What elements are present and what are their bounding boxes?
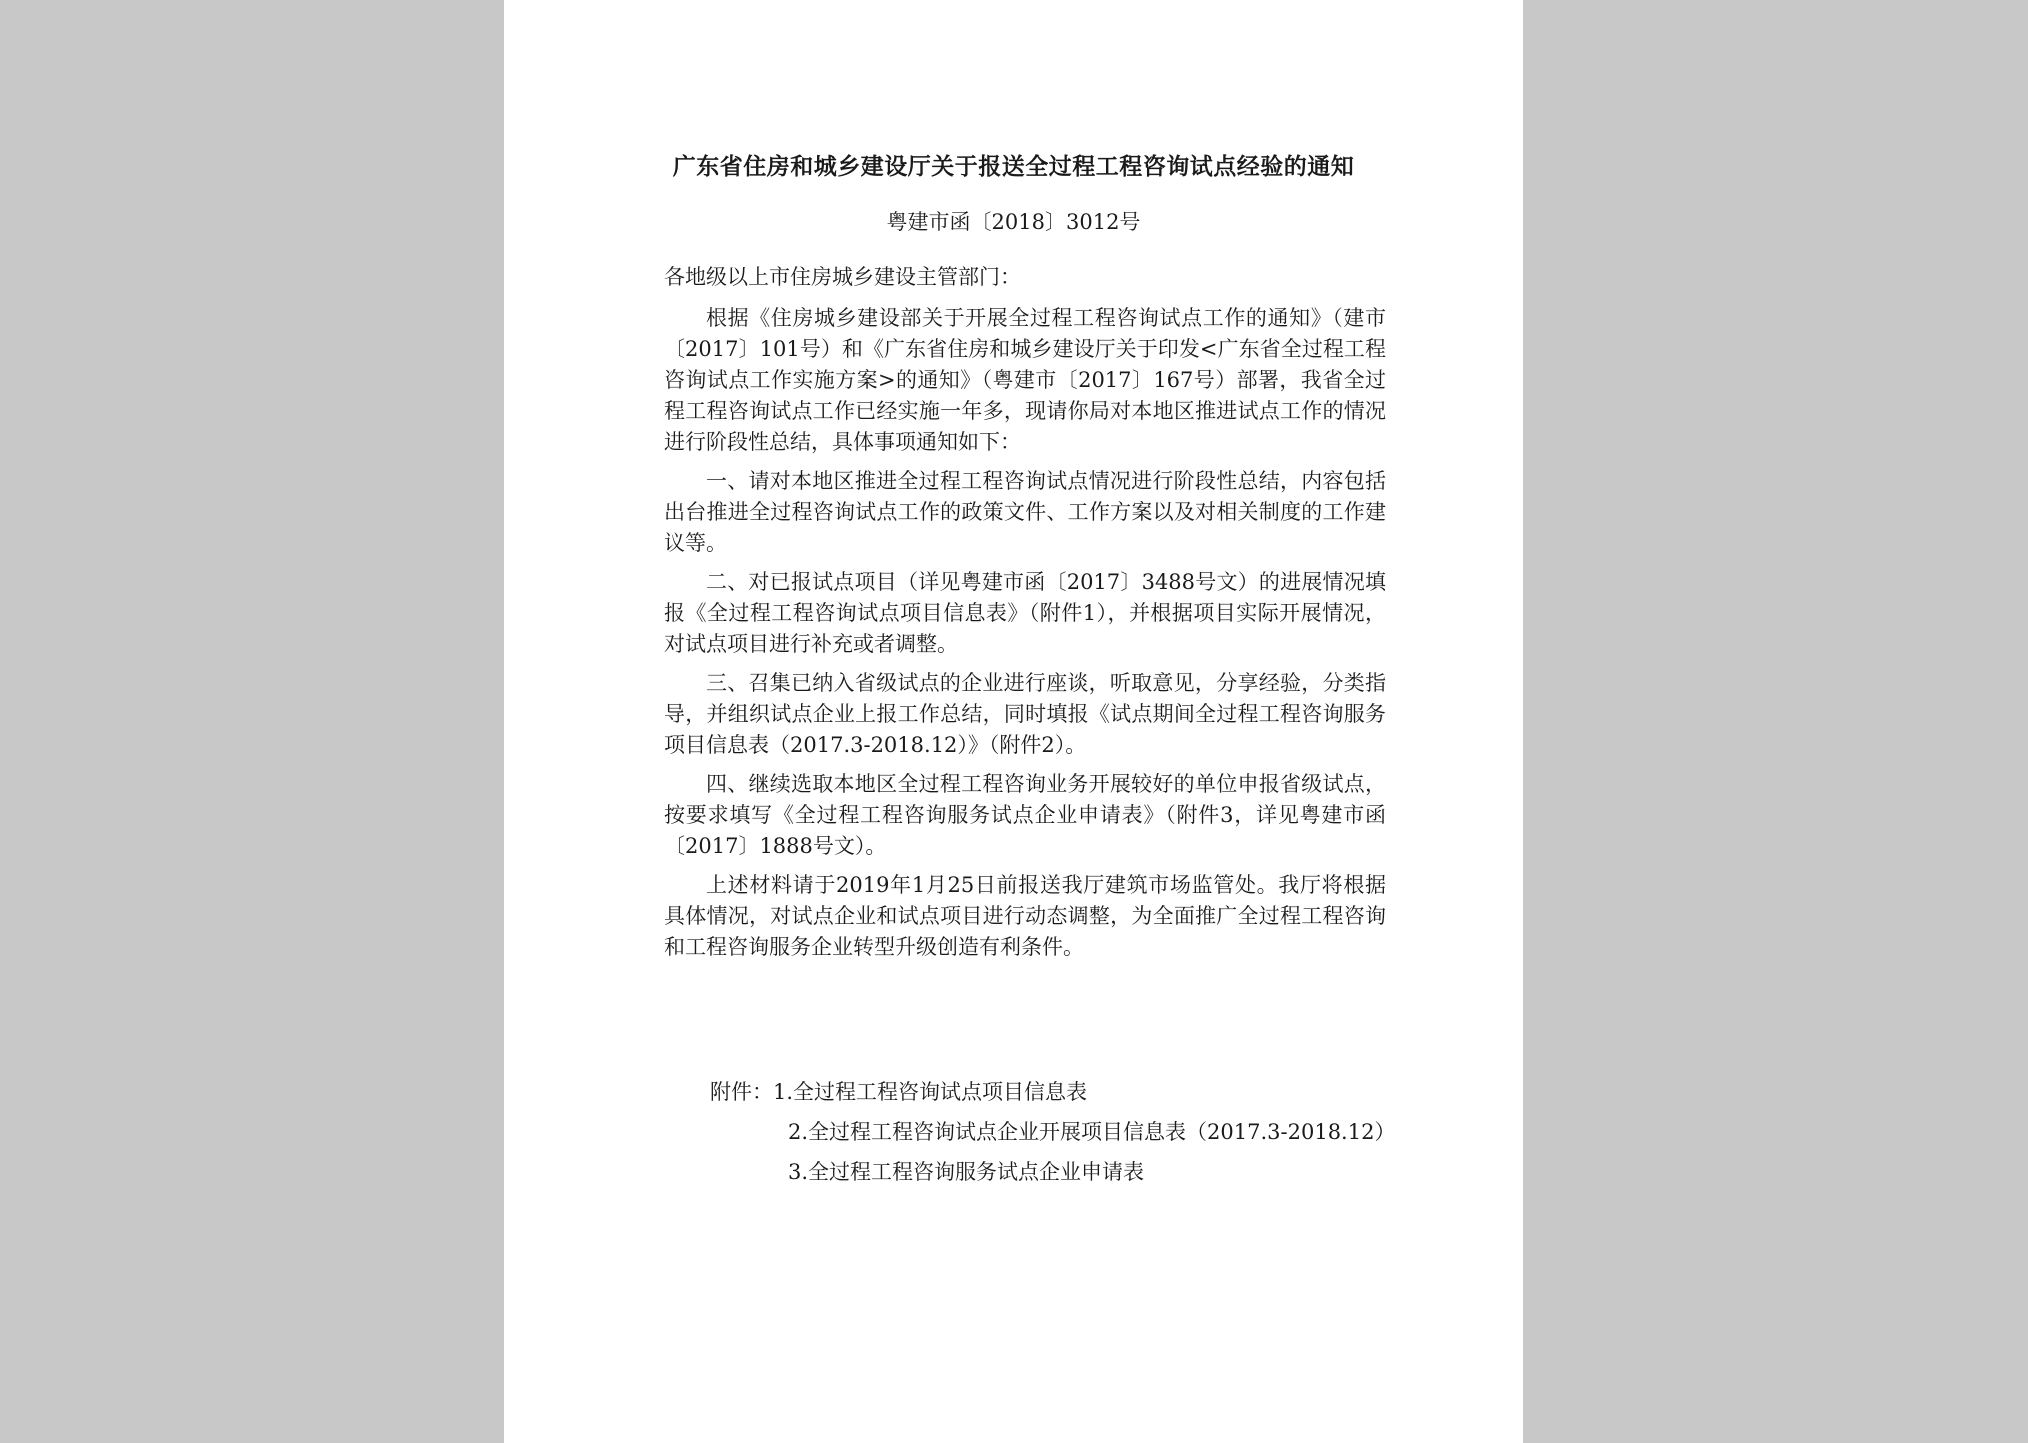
document-number: 粤建市函〔2018〕3012号 [886,210,1141,234]
paragraph-item-3: 三、召集已纳入省级试点的企业进行座谈，听取意见，分享经验，分类指导，并组织试点企业上报工作总结，同时填报《试点期间全过程工程咨询服务项目信息表（2017.3-2018.12）》（附件2）。 [664,671,1386,757]
document-page [504,0,1523,1443]
paragraph-item-2: 二、对已报试点项目（详见粤建市函〔2017〕3488号文）的进展情况填报《全过程工程咨询试点项目信息表》（附件1），并根据项目实际开展情况，对试点项目进行补充或者调整。 [664,570,1386,656]
attachments-label: 附件： [710,1080,773,1104]
attachment-item-2: 2.全过程工程咨询试点企业开展项目信息表（2017.3-2018.12） [788,1120,1396,1144]
paragraph-item-1: 一、请对本地区推进全过程工程咨询试点情况进行阶段性总结，内容包括出台推进全过程咨询试点工作的政策文件、工作方案以及对相关制度的工作建议等。 [664,469,1386,555]
paragraph-intro: 根据《住房城乡建设部关于开展全过程工程咨询试点工作的通知》（建市〔2017〕101号）和《广东省住房和城乡建设厅关于印发<广东省全过程工程咨询试点工作实施方案>的通知》（粤建市〔2017〕167号）部署，我省全过程工程咨询试点工作已经实施一年多，现请你局对本地区推进试点工作的情况进行阶段性总结，具体事项通知如下： [664,306,1386,454]
document-body [664,262,1386,971]
paragraph-closing: 上述材料请于2019年1月25日前报送我厅建筑市场监管处。我厅将根据具体情况，对试点企业和试点项目进行动态调整，为全面推广全过程工程咨询和工程咨询服务企业转型升级创造有利条件。 [664,873,1386,959]
paragraph-item-4: 四、继续选取本地区全过程工程咨询业务开展较好的单位申报省级试点，按要求填写《全过程工程咨询服务试点企业申请表》（附件3，详见粤建市函〔2017〕1888号文）。 [664,772,1386,858]
attachment-1-text: 1.全过程工程咨询试点项目信息表 [773,1080,1088,1104]
salutation: 各地级以上市住房城乡建设主管部门： [664,265,1021,289]
attachment-item-1 [664,1076,1386,1108]
document-title: 广东省住房和城乡建设厅关于报送全过程工程咨询试点经验的通知 [672,153,1355,180]
attachment-item-3: 3.全过程工程咨询服务试点企业申请表 [788,1160,1145,1184]
attachments-list [664,1076,1396,1196]
